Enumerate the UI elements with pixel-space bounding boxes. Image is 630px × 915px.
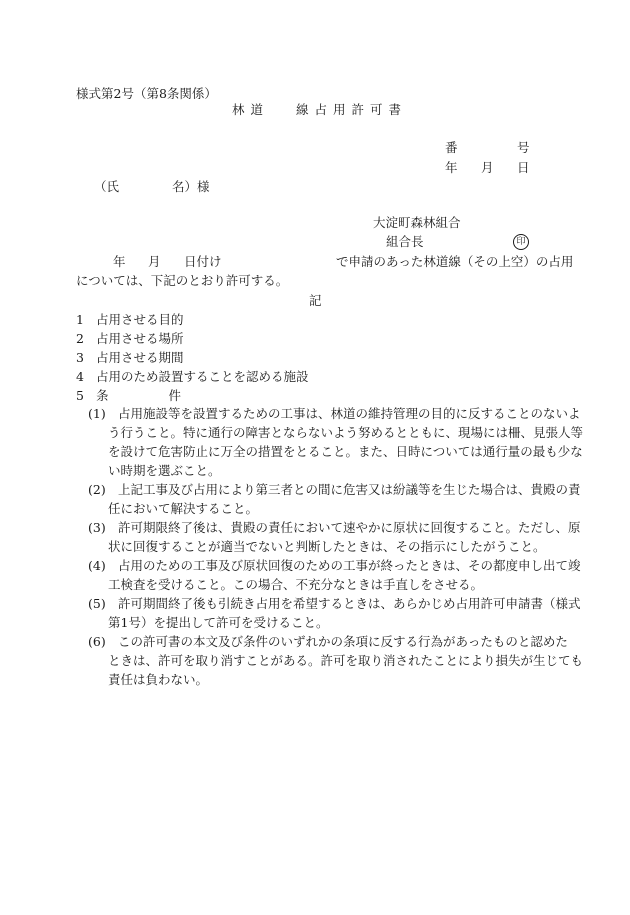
list-item (76, 314, 184, 327)
condition-number: (2) (88, 482, 106, 497)
condition-number: (5) (88, 596, 106, 611)
list-item (76, 371, 309, 384)
condition-line: 責任は負わない。 (108, 672, 209, 687)
issuer-title: 組合長 (386, 234, 424, 249)
condition-line: 状に回復することが適当でないと判断したときは、その指示にしたがうこと。 (108, 539, 546, 554)
condition-line: 占用施設等を設置するための工事は、林道の維持管理の目的に反することのないよ (118, 406, 581, 421)
condition-number: (6) (88, 634, 106, 649)
list-item (76, 352, 184, 365)
condition-number: (1) (88, 406, 106, 421)
condition-line: い時期を選ぶこと。 (108, 463, 221, 478)
doc-title-part2: 線占用許可書 (296, 102, 408, 117)
number-label: 番 (445, 140, 458, 155)
condition-line: 許可期限終了後は、貴殿の責任において速やかに原状に回復すること。ただし、原 (118, 520, 581, 535)
item-number: 1 (76, 312, 84, 327)
condition-line: を設けて危害防止に万全の措置をとること。また、日時については通行量の最も少な (108, 444, 583, 459)
item-number: 2 (76, 331, 84, 346)
condition-line: 上記工事及び占用により第三者との間に危害又は紛議等を生じた場合は、貴殿の責 (118, 482, 581, 497)
condition-line: 占用のための工事及び原状回復のための工事が終ったときは、その都度申し出て竣 (118, 558, 581, 573)
item-text: 条 (96, 388, 109, 403)
intro-line1: で申請のあった林道線（その上空）の占用 (336, 254, 574, 269)
list-item (76, 390, 181, 403)
date-day-label: 日 (517, 160, 530, 175)
item-number: 3 (76, 350, 84, 365)
ki-heading: 記 (309, 293, 322, 308)
recipient-open: （氏 (94, 179, 120, 194)
item-number: 4 (76, 369, 84, 384)
issuer-organization: 大淀町森林組合 (373, 215, 461, 230)
seal-mark: 印 (513, 234, 529, 250)
item-text: 占用のため設置することを認める施設 (96, 369, 309, 384)
item-text-2: 件 (168, 388, 182, 403)
list-item (76, 333, 184, 346)
condition-line: 工検査を受けること。この場合、不充分なときは手直しをさせる。 (108, 577, 484, 592)
item-number: 5 (76, 388, 84, 403)
number-suffix: 号 (517, 140, 530, 155)
date-year-label: 年 (445, 160, 458, 175)
doc-title-part1: 林道 (232, 102, 270, 117)
intro-date-suffix: 日付け (184, 254, 222, 269)
condition-line: この許可書の本文及び条件のいずれかの条項に反する行為があったものと認めた (118, 634, 568, 649)
item-text: 占用させる目的 (96, 312, 184, 327)
condition-line: ときは、許可を取り消すことがある。許可を取り消されたことにより損失が生じても (108, 653, 584, 668)
condition-number: (3) (88, 520, 106, 535)
intro-year: 年 (113, 254, 126, 269)
condition-line: う行うこと。特に通行の障害とならないよう努めるとともに、現場には柵、見張人等 (108, 425, 584, 440)
condition-number: (4) (88, 558, 106, 573)
intro-month: 月 (148, 254, 161, 269)
recipient-close: 名）様 (172, 179, 210, 194)
date-month-label: 月 (481, 160, 494, 175)
condition-line: 第1号）を提出して許可を受けること。 (108, 615, 329, 630)
intro-line2: については、下記のとおり許可する。 (76, 273, 289, 288)
condition-line: 任において解決すること。 (108, 501, 259, 516)
item-text: 占用させる場所 (96, 331, 184, 346)
condition-line: 許可期間終了後も引続き占用を希望するときは、あらかじめ占用許可申請書（様式 (118, 596, 581, 611)
item-text: 占用させる期間 (96, 350, 184, 365)
form-label: 様式第2号（第8条関係） (76, 86, 217, 101)
